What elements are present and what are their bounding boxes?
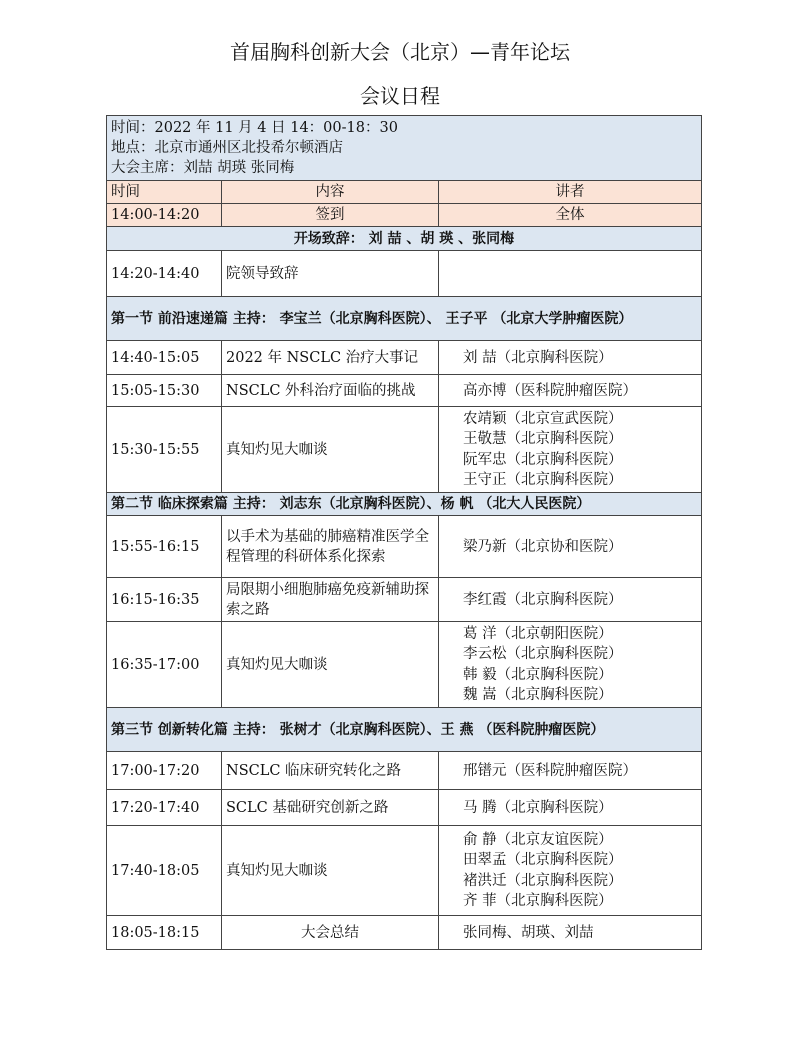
table-row [107, 752, 702, 790]
row-content: 大会总结 [222, 916, 439, 950]
row-speaker: 张同梅、胡瑛、刘喆 [439, 916, 702, 950]
speaker-name: 魏 嵩（北京胸科医院） [463, 687, 613, 703]
row-speakers [439, 407, 702, 493]
row-time: 15:55-16:15 [107, 516, 222, 578]
table-row [107, 516, 702, 578]
speaker-name: 农靖颖（北京宣武医院） [463, 410, 623, 427]
speaker-name: 王敬慧（北京胸科医院） [463, 431, 623, 447]
opening-remarks: 开场致辞： 刘 喆 、胡 瑛 、张同梅 [107, 227, 702, 251]
section-row [107, 297, 702, 341]
row-speaker: 高亦博（医科院肿瘤医院） [439, 375, 702, 407]
section-row [107, 493, 702, 516]
speaker-name: 王守正（北京胸科医院） [463, 472, 623, 488]
row-speaker [439, 251, 702, 297]
row-speaker: 邢镨元（医科院肿瘤医院） [439, 752, 702, 790]
row-content: 真知灼见大咖谈 [222, 826, 439, 916]
row-speaker: 全体 [439, 204, 702, 227]
meeting-place: 地点：北京市通州区北投希尔顿酒店 [111, 140, 343, 156]
column-header-time: 时间 [107, 181, 222, 204]
info-row [107, 116, 702, 181]
row-time: 15:30-15:55 [107, 407, 222, 493]
row-speakers [439, 622, 702, 708]
opening-row [107, 227, 702, 251]
page-title: 首届胸科创新大会（北京）—青年论坛 [230, 40, 570, 64]
row-time: 16:15-16:35 [107, 578, 222, 622]
row-speaker: 刘 喆（北京胸科医院） [439, 341, 702, 375]
speaker-name: 田翠孟（北京胸科医院） [463, 852, 623, 868]
row-time: 17:00-17:20 [107, 752, 222, 790]
table-row [107, 251, 702, 297]
speaker-name: 俞 静（北京友谊医院） [463, 831, 613, 848]
table-row [107, 204, 702, 227]
row-content: 局限期小细胞肺癌免疫新辅助探索之路 [222, 578, 439, 622]
meeting-time: 时间：2022 年 11 月 4 日 14：00-18：30 [111, 120, 398, 136]
table-row [107, 407, 702, 493]
row-content: SCLC 基础研究创新之路 [222, 790, 439, 826]
row-time: 14:00-14:20 [107, 204, 222, 227]
speaker-name: 阮军忠（北京胸科医院） [463, 451, 623, 468]
row-content: 院领导致辞 [222, 251, 439, 297]
section-2-header: 第二节 临床探索篇 主持： 刘志东（北京胸科医院）、杨 帆 （北大人民医院） [107, 493, 702, 516]
table-row [107, 622, 702, 708]
table-row [107, 341, 702, 375]
row-time: 14:20-14:40 [107, 251, 222, 297]
row-time: 14:40-15:05 [107, 341, 222, 375]
row-time: 16:35-17:00 [107, 622, 222, 708]
table-row [107, 578, 702, 622]
meeting-chair: 大会主席：刘喆 胡瑛 张同梅 [111, 160, 295, 176]
row-content: NSCLC 外科治疗面临的挑战 [222, 375, 439, 407]
speaker-name: 齐 菲（北京胸科医院） [463, 893, 613, 909]
row-time: 17:20-17:40 [107, 790, 222, 826]
speaker-name: 褚洪迁（北京胸科医院） [463, 872, 623, 889]
speaker-name: 李云松（北京胸科医院） [463, 646, 623, 662]
row-content: 签到 [222, 204, 439, 227]
column-header-speaker: 讲者 [439, 181, 702, 204]
table-row [107, 790, 702, 826]
row-content: 真知灼见大咖谈 [222, 622, 439, 708]
row-speaker: 李红霞（北京胸科医院） [439, 578, 702, 622]
speaker-name: 葛 洋（北京朝阳医院） [463, 625, 613, 642]
row-content: 2022 年 NSCLC 治疗大事记 [222, 341, 439, 375]
section-row [107, 708, 702, 752]
section-3-header: 第三节 创新转化篇 主持： 张树才（北京胸科医院）、王 燕 （医科院肿瘤医院） [107, 708, 702, 752]
page-subtitle: 会议日程 [360, 84, 440, 108]
row-time: 18:05-18:15 [107, 916, 222, 950]
row-speaker: 马 腾（北京胸科医院） [439, 790, 702, 826]
table-row [107, 916, 702, 950]
column-header-content: 内容 [222, 181, 439, 204]
row-content: 以手术为基础的肺癌精准医学全程管理的科研体系化探索 [222, 516, 439, 578]
speaker-name: 韩 毅（北京胸科医院） [463, 666, 613, 683]
row-content: 真知灼见大咖谈 [222, 407, 439, 493]
row-speaker: 梁乃新（北京协和医院） [439, 516, 702, 578]
row-speakers [439, 826, 702, 916]
table-row [107, 375, 702, 407]
schedule-table [106, 115, 702, 950]
row-time: 15:05-15:30 [107, 375, 222, 407]
section-1-header: 第一节 前沿速递篇 主持： 李宝兰（北京胸科医院）、 王子平 （北京大学肿瘤医院） [107, 297, 702, 341]
table-row [107, 826, 702, 916]
table-header [107, 181, 702, 204]
row-content: NSCLC 临床研究转化之路 [222, 752, 439, 790]
row-time: 17:40-18:05 [107, 826, 222, 916]
